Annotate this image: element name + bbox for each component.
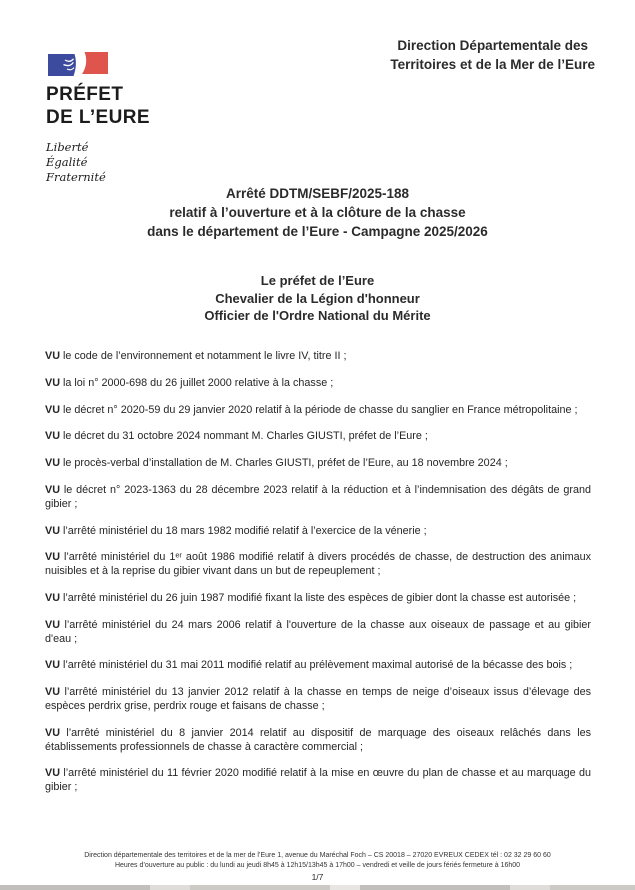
vu-paragraph xyxy=(45,484,591,512)
vu-text: l’arrêté ministériel du 11 février 2020 modifié relatif à la mise en œuvre du plan de chasse et au marquage du gibier ; xyxy=(45,767,591,794)
prefecture-name-line2: DE L’EURE xyxy=(46,107,150,128)
title-subject-line1: relatif à l’ouverture et à la clôture de la chasse xyxy=(169,205,466,220)
vu-text: le code de l’environnement et notamment le livre IV, titre II ; xyxy=(60,350,347,362)
vu-paragraph xyxy=(45,525,591,539)
motto-egalite: Égalité xyxy=(46,155,88,169)
vu-paragraph xyxy=(45,457,591,471)
motto-fraternite: Fraternité xyxy=(46,170,106,184)
vu-label: VU xyxy=(45,524,60,537)
motto-liberte: Liberté xyxy=(46,140,89,154)
vu-text: l’arrêté ministériel du 8 janvier 2014 relatif au dispositif de marquage des oiseaux relâchés dans les établissements professionnels de chasse à caractère commercial ; xyxy=(45,726,591,753)
vu-text: l’arrêté ministériel du 1ᵉʳ août 1986 modifié relatif à divers procédés de chasse, de destruction des animaux nuisibles et à la reprise du gibier vivant dans un but de repeuplement ; xyxy=(45,551,591,578)
vu-paragraph xyxy=(45,377,591,391)
vu-text: l’arrêté ministériel du 26 juin 1987 modifié fixant la liste des espèces de gibier dont la chasse est autorisée ; xyxy=(60,591,577,604)
vu-text: l’arrêté ministériel du 13 janvier 2012 relatif à la chasse en temps de neige d’oiseaux issus d’élevage des espèces perdrix grise, perdrix rouge et faisans de chasse ; xyxy=(45,686,591,712)
vu-label: VU xyxy=(45,591,60,604)
vu-paragraph xyxy=(45,767,591,795)
authority-title xyxy=(0,272,635,325)
prefecture-logo xyxy=(46,50,150,185)
vu-paragraph xyxy=(45,350,591,364)
vu-label: VU xyxy=(45,618,60,631)
vu-text: l’arrêté ministériel du 31 mai 2011 modifié relatif au prélèvement maximal autorisé de la bécasse des bois ; xyxy=(60,659,573,672)
vu-text: le décret du 31 octobre 2024 nommant M. Charles GIUSTI, préfet de l’Eure ; xyxy=(60,430,428,443)
vu-paragraph xyxy=(45,686,591,714)
vu-paragraph xyxy=(45,404,591,418)
french-flag-marianne-icon xyxy=(46,50,110,80)
directorate-line1: Direction Départementale des xyxy=(397,38,588,53)
vu-paragraph xyxy=(45,592,591,606)
vu-label: VU xyxy=(45,457,60,470)
vu-text: le décret n° 2023-1363 du 28 décembre 2023 relatif à la réduction et à l’indemnisation des dégâts de grand gibier ; xyxy=(45,483,591,510)
title-reference: Arrêté DDTM/SEBF/2025-188 xyxy=(225,186,410,201)
vu-paragraph xyxy=(45,430,591,444)
authority-line1: Le préfet de l’Eure xyxy=(260,273,375,288)
authority-line3: Officier de l'Ordre National du Mérite xyxy=(204,308,431,323)
footer-address: Direction départementale des territoires et de la mer de l’Eure 1, avenue du Maréchal Foch – CS 20018 – 27020 EVREUX CEDEX tél : 02 32 29 60 60 xyxy=(84,852,551,859)
vu-paragraphs xyxy=(45,350,591,808)
directorate-line2: Territoires et de la Mer de l’Eure xyxy=(390,57,595,72)
vu-text: l’arrêté ministériel du 18 mars 1982 modifié relatif à l’exercice de la vénerie ; xyxy=(60,524,427,537)
title-subject-line2: dans le département de l’Eure - Campagne 2025/2026 xyxy=(147,224,488,239)
vu-text: le décret n° 2020-59 du 29 janvier 2020 relatif à la période de chasse du sanglier en France métropolitaine ; xyxy=(60,403,578,416)
footer-hours: Heures d’ouverture au public : du lundi au jeudi 8h45 à 12h15/13h45 à 17h00 – vendredi et veille de jours fériés fermeture à 16h00 xyxy=(114,861,521,869)
vu-label: VU xyxy=(45,483,60,496)
authority-line2: Chevalier de la Légion d'honneur xyxy=(215,290,420,306)
scan-edge-artifact xyxy=(0,885,635,890)
vu-text: le procès-verbal d’installation de M. Charles GIUSTI, préfet de l’Eure, au 18 novembre 2024 ; xyxy=(60,457,508,470)
vu-paragraph xyxy=(45,619,591,647)
vu-paragraph xyxy=(45,727,591,755)
vu-text: la loi n° 2000-698 du 26 juillet 2000 relative à la chasse ; xyxy=(60,376,334,389)
vu-text: l’arrêté ministériel du 24 mars 2006 relatif à l'ouverture de la chasse aux oiseaux de passage et au gibier d'eau ; xyxy=(45,618,591,645)
issuing-directorate xyxy=(390,36,595,74)
page-number: 1/7 xyxy=(311,872,324,882)
vu-label: VU xyxy=(45,551,60,564)
vu-label: VU xyxy=(45,376,60,389)
vu-label: VU xyxy=(45,430,60,443)
vu-label: VU xyxy=(45,403,60,416)
page-footer xyxy=(0,851,635,883)
vu-label: VU xyxy=(45,686,60,699)
document-title xyxy=(0,184,635,241)
vu-label: VU xyxy=(45,659,60,672)
vu-paragraph xyxy=(45,659,591,673)
vu-label: VU xyxy=(45,767,60,780)
prefecture-name xyxy=(46,83,150,129)
prefecture-name-line1: PRÉFET xyxy=(46,84,124,105)
vu-paragraph xyxy=(45,551,591,579)
republic-motto xyxy=(46,140,150,185)
vu-label: VU xyxy=(45,350,60,362)
vu-label: VU xyxy=(45,726,60,739)
